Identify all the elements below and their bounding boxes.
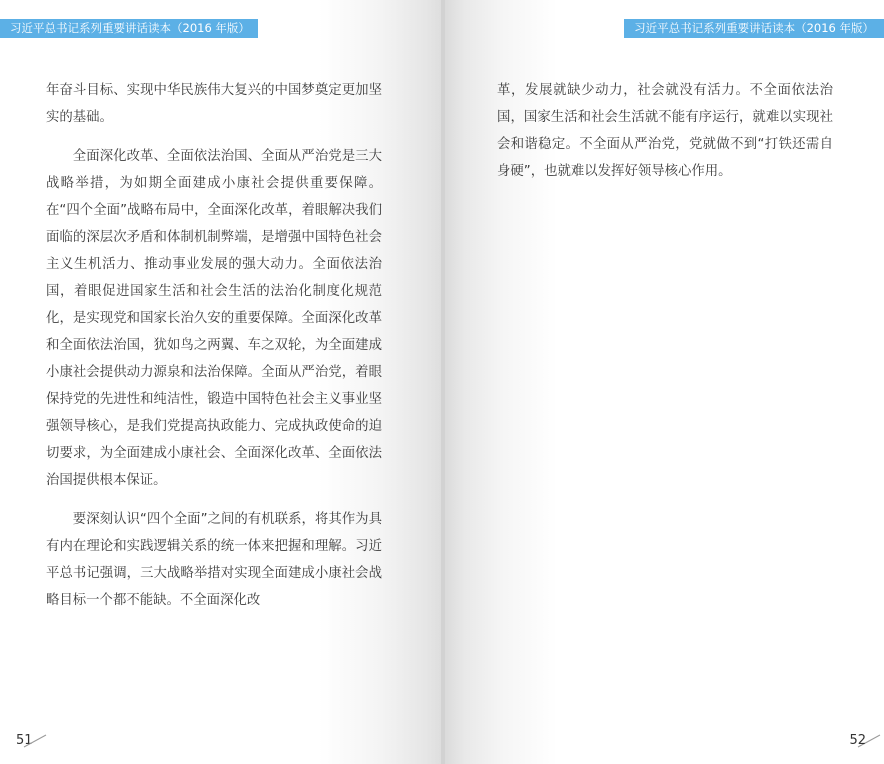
paragraph: 年奋斗目标、实现中华民族伟大复兴的中国梦奠定更加坚实的基础。 [46, 83, 382, 125]
book-gutter [441, 0, 445, 764]
paragraph: 全面深化改革、全面依法治国、全面从严治党是三大战略举措，为如期全面建成小康社会提供重要保障。在“四个全面”战略布局中，全面深化改革，着眼解决我们面临的深层次矛盾和体制机制弊端，是增强中国特色社会主义生机活力、推动事业发展的强大动力。全面依法治国，着眼促进国家生活和社会生活的法治化制度化规范化，是实现党和国家长治久安的重要保障。全面深化改革和全面依法治国，犹如鸟之两翼、车之双轮，为全面建成小康社会提供动力源泉和法治保障。全面从严治党，着眼保持党的先进性和纯洁性，锻造中国特色社会主义事业坚强领导核心，是我们党提高执政能力、完成执政使命的迫切要求，为全面建成小康社会、全面深化改革、全面依法治国提供根本保证。 [46, 149, 382, 488]
left-page-body [46, 77, 382, 614]
paragraph: 要深刻认识“四个全面”之间的有机联系，将其作为具有内在理论和实践逻辑关系的统一体来把握和理解。习近平总书记强调，三大战略举措对实现全面建成小康社会战略目标一个都不能缺。不全面深化改 [46, 512, 382, 608]
right-page [443, 0, 884, 764]
left-page-number: 51 [16, 733, 33, 748]
right-page-number: 52 [849, 733, 866, 748]
left-running-header: 习近平总书记系列重要讲话读本（2016 年版） [0, 19, 258, 38]
paragraph: 革，发展就缺少动力，社会就没有活力。不全面依法治国，国家生活和社会生活就不能有序运行，就难以实现社会和谐稳定。不全面从严治党，党就做不到“打铁还需自身硬”，也就难以发挥好领导核心作用。 [497, 83, 833, 179]
right-page-body [497, 77, 833, 185]
right-running-header: 习近平总书记系列重要讲话读本（2016 年版） [624, 19, 884, 38]
page-number-slash-icon [22, 734, 48, 748]
